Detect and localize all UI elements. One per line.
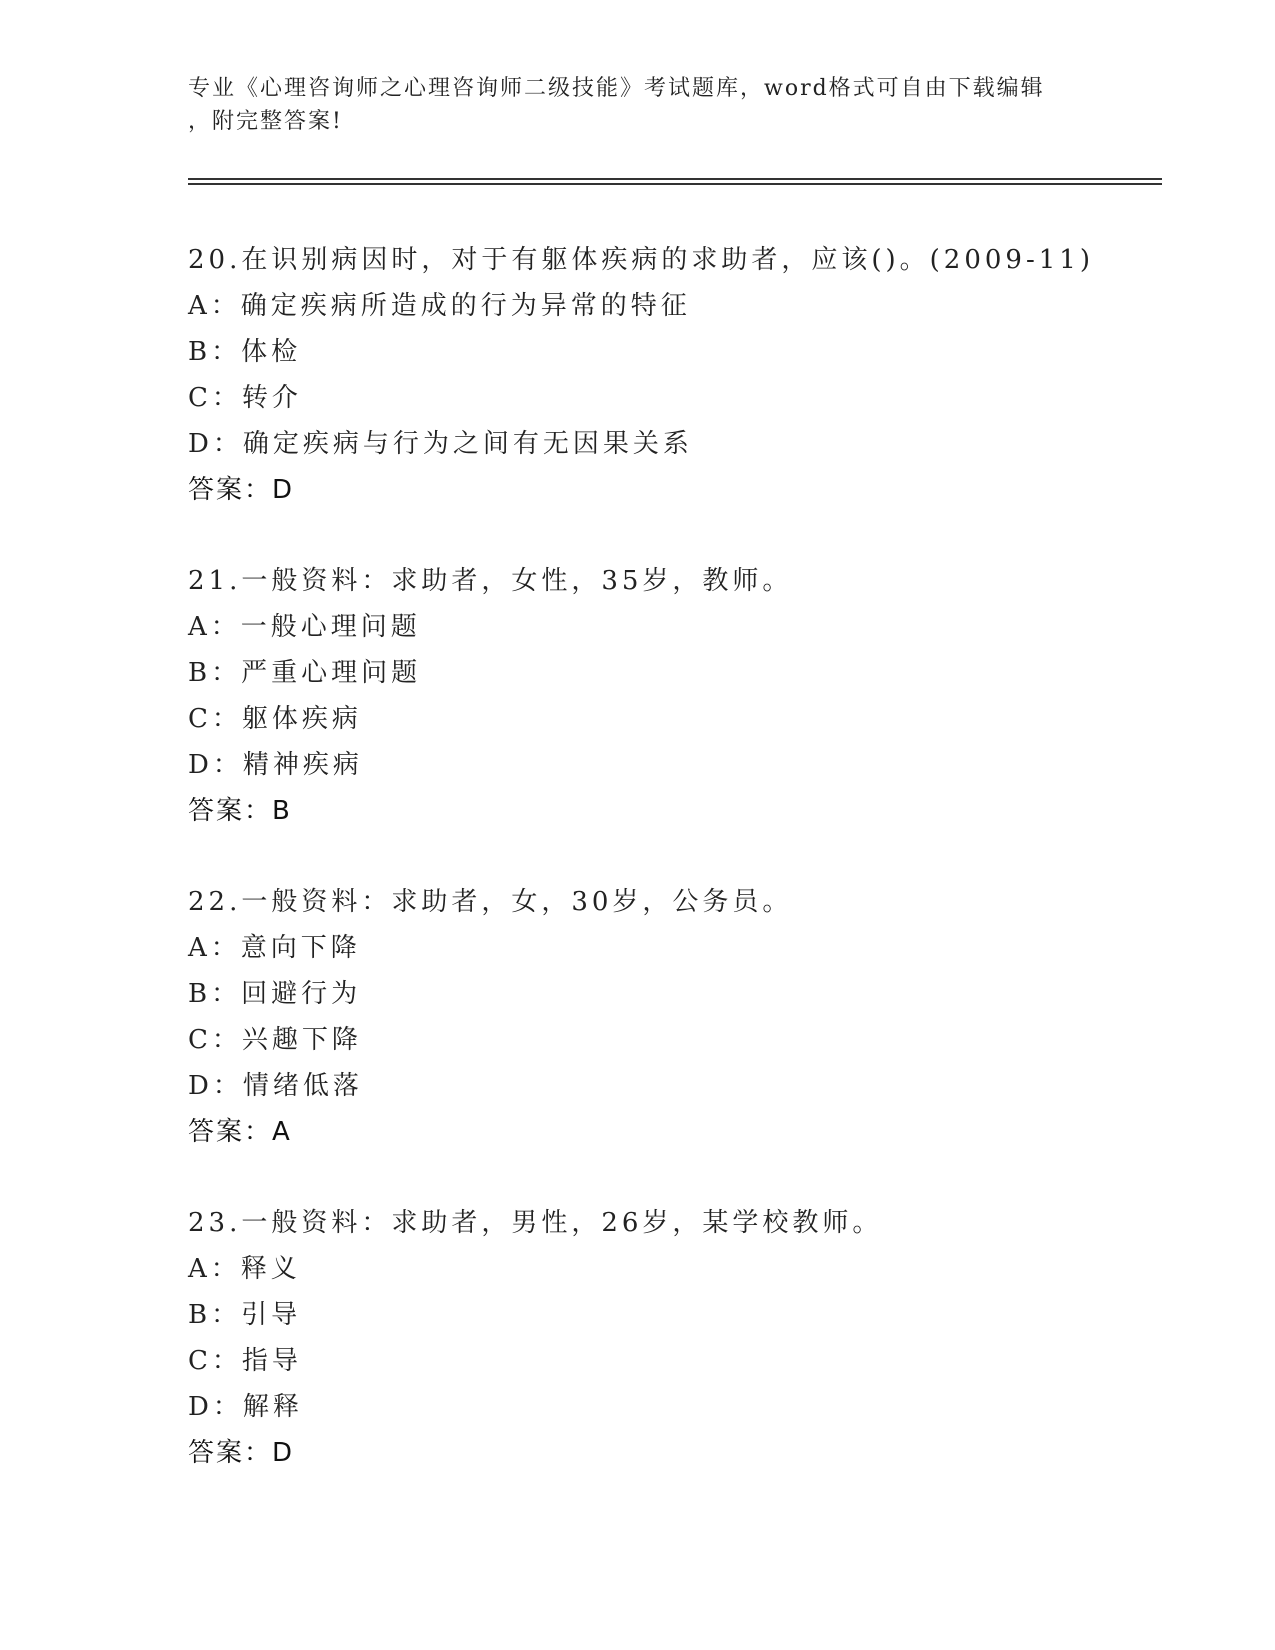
option-b: B：严重心理问题 bbox=[188, 658, 422, 688]
answer-label: 答案：D bbox=[188, 475, 295, 505]
header-divider-bottom bbox=[188, 183, 1162, 185]
option-b: B：回避行为 bbox=[188, 979, 362, 1009]
question-22 bbox=[188, 879, 1148, 1155]
answer-label: 答案：A bbox=[188, 1117, 292, 1147]
option-a: A：确定疾病所造成的行为异常的特征 bbox=[188, 291, 691, 321]
option-b: B：体检 bbox=[188, 337, 302, 367]
question-stem: 20.在识别病因时，对于有躯体疾病的求助者，应该()。(2009-11) bbox=[188, 245, 1094, 275]
header-divider-top bbox=[188, 178, 1162, 180]
option-d: D：精神疾病 bbox=[188, 750, 363, 780]
question-21 bbox=[188, 558, 1148, 834]
question-list bbox=[188, 237, 1148, 1521]
question-stem: 21.一般资料：求助者，女性，35岁，教师。 bbox=[188, 566, 793, 596]
option-c: C：躯体疾病 bbox=[188, 704, 362, 734]
option-c: C：指导 bbox=[188, 1346, 302, 1376]
option-a: A：意向下降 bbox=[188, 933, 361, 963]
answer-label: 答案：B bbox=[188, 796, 292, 826]
option-c: C：兴趣下降 bbox=[188, 1025, 362, 1055]
answer-label: 答案：D bbox=[188, 1438, 295, 1468]
option-b: B：引导 bbox=[188, 1300, 302, 1330]
header-title-line-2: ，附完整答案! bbox=[188, 109, 343, 134]
question-stem: 22.一般资料：求助者，女，30岁，公务员。 bbox=[188, 887, 793, 917]
option-a: A：释义 bbox=[188, 1254, 301, 1284]
option-d: D：解释 bbox=[188, 1392, 303, 1422]
question-stem: 23.一般资料：求助者，男性，26岁，某学校教师。 bbox=[188, 1208, 883, 1238]
header-title-line-1: 专业《心理咨询师之心理咨询师二级技能》考试题库，word格式可自由下载编辑 bbox=[188, 76, 1045, 101]
question-20 bbox=[188, 237, 1148, 513]
option-a: A：一般心理问题 bbox=[188, 612, 421, 642]
document-header bbox=[188, 72, 1088, 138]
question-23 bbox=[188, 1200, 1148, 1476]
option-d: D：确定疾病与行为之间有无因果关系 bbox=[188, 429, 693, 459]
option-c: C：转介 bbox=[188, 383, 302, 413]
option-d: D：情绪低落 bbox=[188, 1071, 363, 1101]
